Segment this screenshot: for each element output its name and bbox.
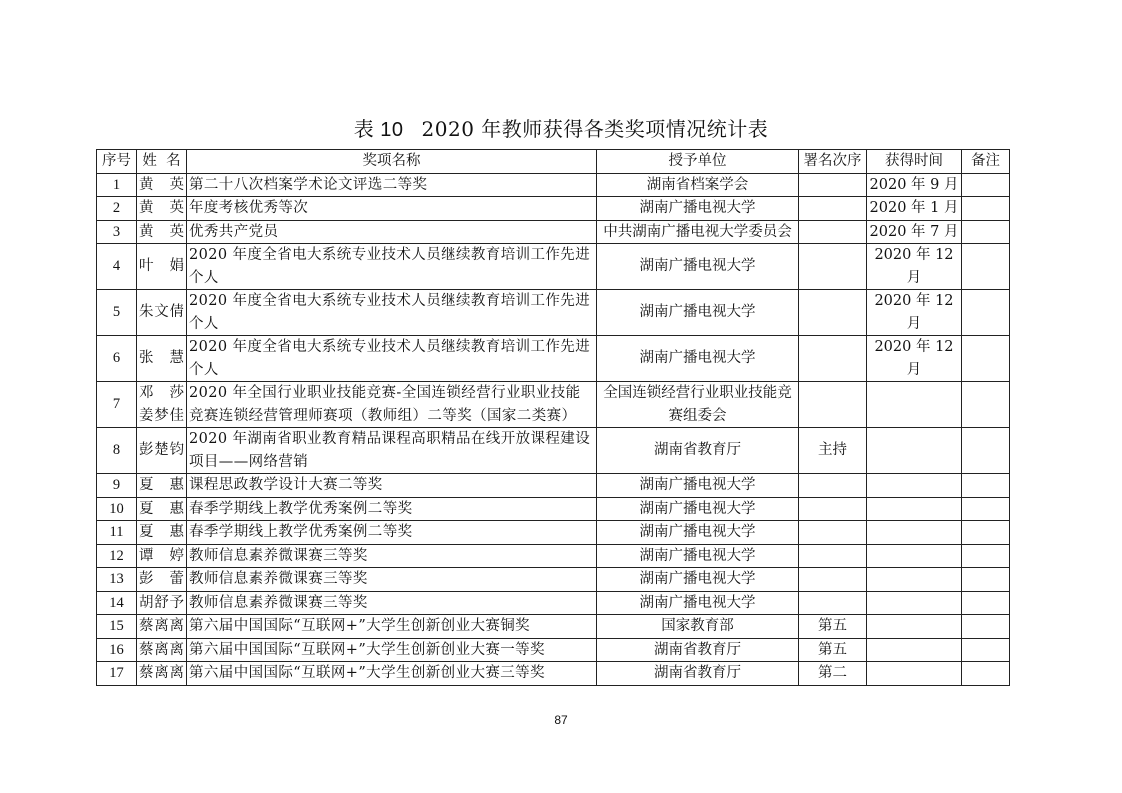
header-note: 备注: [962, 150, 1010, 174]
cell-unit: 湖南省教育厅: [597, 662, 799, 686]
cell-note: [962, 173, 1010, 197]
cell-date: [867, 474, 962, 498]
cell-index: 12: [97, 544, 137, 568]
cell-index: 15: [97, 615, 137, 639]
cell-award: 课程思政教学设计大赛二等奖: [187, 474, 597, 498]
cell-name: 黄 英: [137, 220, 187, 244]
cell-date: 2020 年 12 月: [867, 336, 962, 382]
cell-index: 2: [97, 197, 137, 221]
cell-unit: 湖南广播电视大学: [597, 474, 799, 498]
cell-name: 蔡离离: [137, 615, 187, 639]
cell-name: 彭楚钧: [137, 428, 187, 474]
cell-order: [799, 197, 867, 221]
cell-award: 2020 年度全省电大系统专业技术人员继续教育培训工作先进个人: [187, 290, 597, 336]
cell-date: 2020 年 9 月: [867, 173, 962, 197]
cell-index: 13: [97, 568, 137, 592]
cell-order: [799, 591, 867, 615]
cell-order: [799, 521, 867, 545]
cell-date: [867, 638, 962, 662]
page-number: 87: [554, 713, 568, 727]
cell-order: [799, 568, 867, 592]
cell-unit: 湖南省教育厅: [597, 428, 799, 474]
cell-order: 第二: [799, 662, 867, 686]
cell-award: 春季学期线上教学优秀案例二等奖: [187, 497, 597, 521]
table-row: [97, 173, 1010, 197]
cell-award: 教师信息素养微课赛三等奖: [187, 544, 597, 568]
cell-note: [962, 428, 1010, 474]
cell-index: 6: [97, 336, 137, 382]
cell-index: 10: [97, 497, 137, 521]
cell-index: 1: [97, 173, 137, 197]
header-unit: 授予单位: [597, 150, 799, 174]
table-row: [97, 382, 1010, 428]
cell-award: 年度考核优秀等次: [187, 197, 597, 221]
cell-date: 2020 年 1 月: [867, 197, 962, 221]
cell-date: 2020 年 12 月: [867, 244, 962, 290]
cell-note: [962, 638, 1010, 662]
cell-name: 夏 惠: [137, 497, 187, 521]
header-index: 序号: [97, 150, 137, 174]
cell-name: 朱文倩: [137, 290, 187, 336]
cell-name: 张 慧: [137, 336, 187, 382]
table-row: [97, 662, 1010, 686]
header-order: 署名次序: [799, 150, 867, 174]
cell-order: [799, 290, 867, 336]
cell-name: 彭 蕾: [137, 568, 187, 592]
cell-date: [867, 568, 962, 592]
cell-order: [799, 382, 867, 428]
cell-name: 谭 婷: [137, 544, 187, 568]
cell-date: 2020 年 7 月: [867, 220, 962, 244]
table-row: [97, 544, 1010, 568]
cell-order: 主持: [799, 428, 867, 474]
header-award: 奖项名称: [187, 150, 597, 174]
cell-unit: 全国连锁经营行业职业技能竞赛组委会: [597, 382, 799, 428]
cell-date: [867, 382, 962, 428]
table-row: [97, 244, 1010, 290]
cell-name: 夏 惠: [137, 474, 187, 498]
cell-note: [962, 568, 1010, 592]
cell-name: 蔡离离: [137, 662, 187, 686]
cell-order: 第五: [799, 615, 867, 639]
cell-index: 14: [97, 591, 137, 615]
cell-date: [867, 591, 962, 615]
table-row: [97, 497, 1010, 521]
cell-award: 2020 年湖南省职业教育精品课程高职精品在线开放课程建设项目——网络营销: [187, 428, 597, 474]
cell-unit: 湖南广播电视大学: [597, 336, 799, 382]
cell-note: [962, 220, 1010, 244]
cell-name: 蔡离离: [137, 638, 187, 662]
cell-note: [962, 521, 1010, 545]
cell-note: [962, 382, 1010, 428]
cell-unit: 中共湖南广播电视大学委员会: [597, 220, 799, 244]
cell-name: 黄 英: [137, 173, 187, 197]
cell-award: 第六届中国国际“互联网+”大学生创新创业大赛一等奖: [187, 638, 597, 662]
cell-note: [962, 290, 1010, 336]
table-title: [0, 113, 1122, 142]
cell-award: 第六届中国国际“互联网+”大学生创新创业大赛三等奖: [187, 662, 597, 686]
table-row: [97, 591, 1010, 615]
awards-table: [96, 149, 1010, 686]
table-number: 表 10: [353, 119, 404, 141]
table-row: [97, 521, 1010, 545]
header-name: 姓 名: [137, 150, 187, 174]
cell-index: 11: [97, 521, 137, 545]
cell-note: [962, 244, 1010, 290]
cell-date: 2020 年 12 月: [867, 290, 962, 336]
cell-award: 教师信息素养微课赛三等奖: [187, 568, 597, 592]
cell-order: 第五: [799, 638, 867, 662]
cell-date: [867, 521, 962, 545]
cell-unit: 湖南广播电视大学: [597, 244, 799, 290]
cell-index: 17: [97, 662, 137, 686]
cell-date: [867, 544, 962, 568]
table-body: [97, 173, 1010, 685]
cell-note: [962, 615, 1010, 639]
cell-award: 春季学期线上教学优秀案例二等奖: [187, 521, 597, 545]
cell-award: 2020 年全国行业职业技能竞赛-全国连锁经营行业职业技能竞赛连锁经营管理师赛项（教师组）二等奖（国家二类赛）: [187, 382, 597, 428]
cell-date: [867, 497, 962, 521]
cell-order: [799, 474, 867, 498]
table-caption: 2020 年教师获得各类奖项情况统计表: [421, 117, 769, 141]
table-row: [97, 290, 1010, 336]
cell-order: [799, 544, 867, 568]
cell-note: [962, 591, 1010, 615]
table-row: [97, 615, 1010, 639]
cell-index: 4: [97, 244, 137, 290]
cell-unit: 湖南省档案学会: [597, 173, 799, 197]
header-date: 获得时间: [867, 150, 962, 174]
cell-note: [962, 544, 1010, 568]
cell-unit: 湖南广播电视大学: [597, 591, 799, 615]
cell-unit: 湖南广播电视大学: [597, 568, 799, 592]
header-row: [97, 150, 1010, 174]
cell-note: [962, 662, 1010, 686]
cell-index: 9: [97, 474, 137, 498]
cell-order: [799, 244, 867, 290]
cell-unit: 湖南广播电视大学: [597, 197, 799, 221]
cell-unit: 湖南广播电视大学: [597, 497, 799, 521]
cell-name: 邓 莎 姜梦佳: [137, 382, 187, 428]
table-row: [97, 474, 1010, 498]
cell-order: [799, 497, 867, 521]
cell-award: 2020 年度全省电大系统专业技术人员继续教育培训工作先进个人: [187, 244, 597, 290]
cell-note: [962, 197, 1010, 221]
cell-unit: 国家教育部: [597, 615, 799, 639]
cell-award: 教师信息素养微课赛三等奖: [187, 591, 597, 615]
cell-name: 黄 英: [137, 197, 187, 221]
cell-date: [867, 615, 962, 639]
cell-note: [962, 336, 1010, 382]
cell-award: 第二十八次档案学术论文评选二等奖: [187, 173, 597, 197]
cell-name: 夏 惠: [137, 521, 187, 545]
cell-index: 16: [97, 638, 137, 662]
cell-index: 3: [97, 220, 137, 244]
table-row: [97, 568, 1010, 592]
table-row: [97, 638, 1010, 662]
cell-index: 5: [97, 290, 137, 336]
cell-unit: 湖南广播电视大学: [597, 544, 799, 568]
cell-unit: 湖南广播电视大学: [597, 290, 799, 336]
cell-note: [962, 497, 1010, 521]
cell-unit: 湖南省教育厅: [597, 638, 799, 662]
cell-unit: 湖南广播电视大学: [597, 521, 799, 545]
cell-order: [799, 336, 867, 382]
cell-index: 8: [97, 428, 137, 474]
cell-award: 2020 年度全省电大系统专业技术人员继续教育培训工作先进个人: [187, 336, 597, 382]
cell-award: 优秀共产党员: [187, 220, 597, 244]
cell-date: [867, 662, 962, 686]
cell-date: [867, 428, 962, 474]
cell-name: 胡舒予: [137, 591, 187, 615]
table-row: [97, 428, 1010, 474]
cell-note: [962, 474, 1010, 498]
table-row: [97, 336, 1010, 382]
cell-order: [799, 173, 867, 197]
table-row: [97, 197, 1010, 221]
cell-award: 第六届中国国际“互联网+”大学生创新创业大赛铜奖: [187, 615, 597, 639]
cell-name: 叶 娟: [137, 244, 187, 290]
cell-order: [799, 220, 867, 244]
table-row: [97, 220, 1010, 244]
cell-index: 7: [97, 382, 137, 428]
